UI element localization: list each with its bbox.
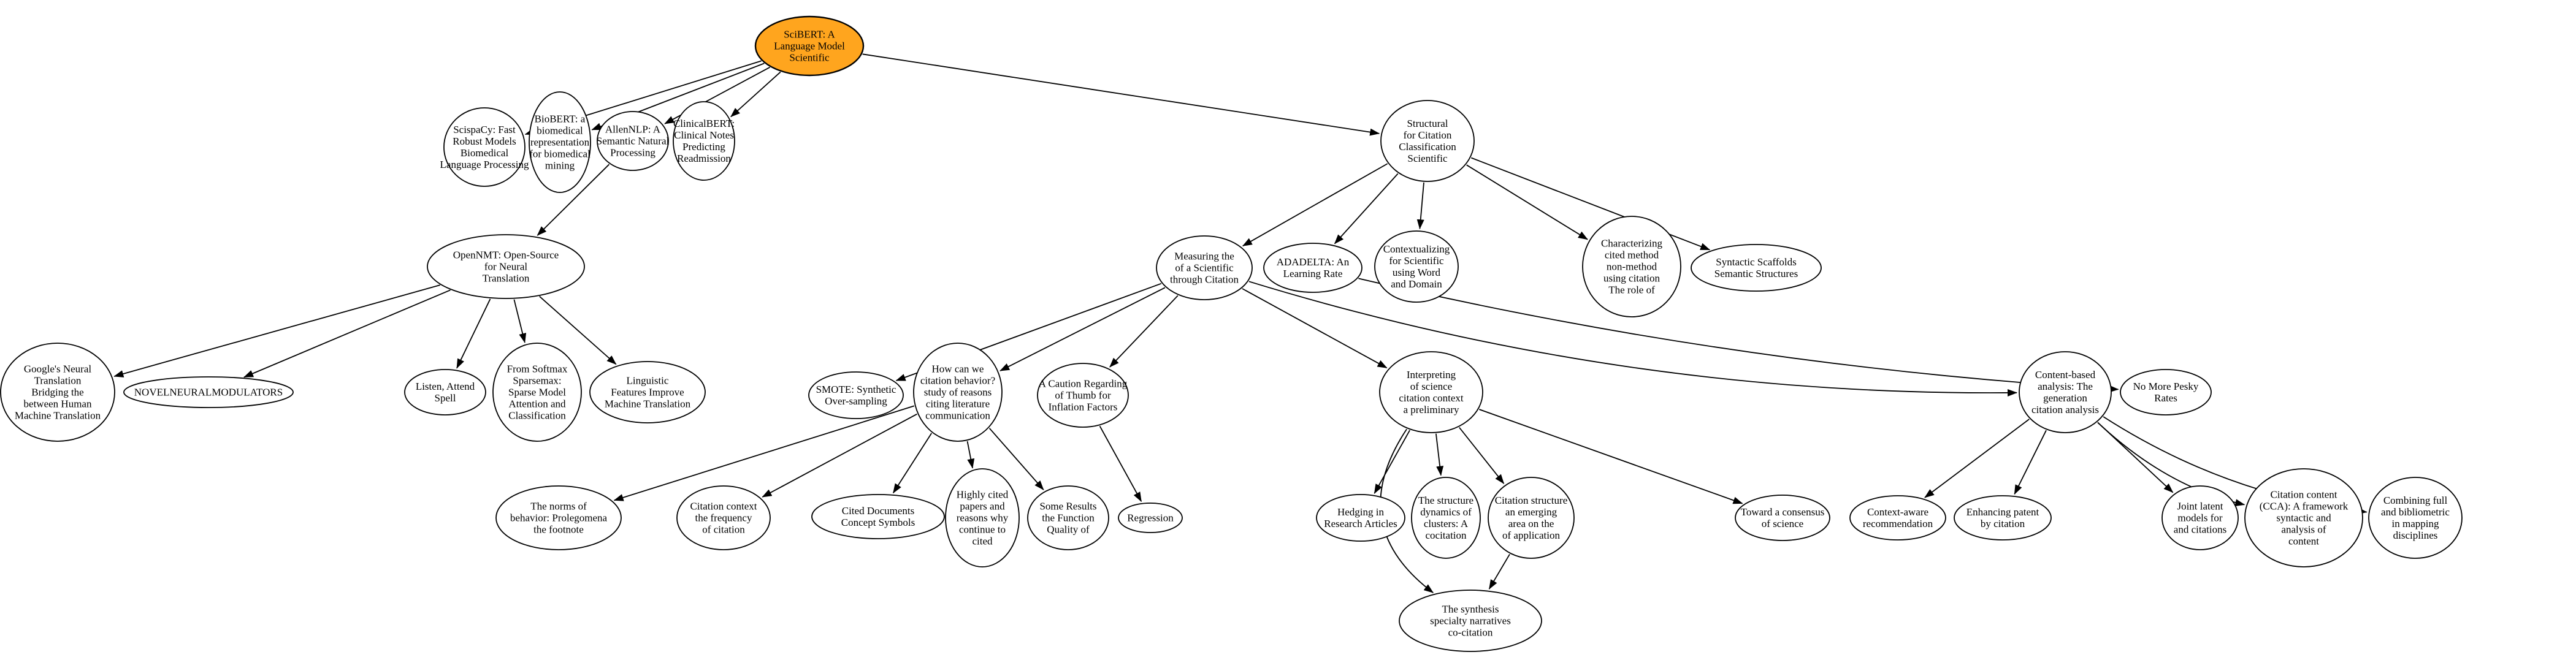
edge-structural-measuring [1243, 164, 1388, 246]
edge-scibert-clinicalbert [731, 72, 781, 116]
edge-structural-syntactic [1471, 158, 1710, 250]
node-enhancing [1954, 496, 2051, 540]
node-googles [1, 343, 115, 441]
node-label-structuredyn: The structure dynamics of clusters: A cocitation [1418, 495, 1474, 542]
node-scispacy [440, 108, 529, 186]
node-combining [2369, 477, 2462, 558]
node-adadelta [1264, 243, 1362, 292]
node-label-toward: Toward a consensus of science [1740, 506, 1825, 530]
node-label-biobert: BioBERT: a biomedical representation for biomedical mining [529, 113, 590, 172]
node-structuredyn [1412, 477, 1480, 558]
node-norms [496, 486, 621, 550]
node-citeddocs [812, 495, 944, 539]
node-label-jointlatent: Joint latent models for and citations [2173, 500, 2227, 536]
node-label-nomorepesky: No More Pesky Rates [2133, 381, 2199, 404]
node-label-linguistic: Linguistic Features Improve Machine Translation [604, 374, 691, 410]
node-smote [809, 372, 903, 419]
node-label-citationfreq: Citation context the frequency of citation [690, 500, 757, 536]
node-label-scispacy: ScispaCy: Fast Robust Models Biomedical Language Processing [440, 124, 529, 171]
node-hedging [1317, 495, 1405, 541]
node-label-clinicalbert: ClinicalBERT: Clinical Notes Predicting Readmission [673, 118, 735, 165]
node-label-combining: Combining full and bibliometric in mapping disciplines [2381, 495, 2450, 542]
node-measuring [1156, 236, 1252, 300]
node-toward [1735, 495, 1830, 541]
node-someresults [1028, 486, 1109, 550]
node-label-characterizing: Characterizing cited method non-method using citation The role of [1600, 237, 1663, 296]
node-label-norms: The norms of behavior: Prolegomena the footnote [510, 500, 608, 536]
node-structural [1381, 101, 1474, 181]
node-label-smote: SMOTE: Synthetic Over-sampling [816, 384, 896, 408]
node-label-someresults: Some Results the Function Quality of [1039, 500, 1097, 536]
edge-contentbased-contextaware [1925, 419, 2029, 498]
node-label-syntactic: Syntactic Scaffolds Semantic Structures [1714, 256, 1798, 280]
node-jointlatent [2162, 486, 2238, 550]
node-label-scibert: SciBERT: A Language Model Scientific [774, 28, 845, 64]
node-citationstructure [1488, 477, 1574, 558]
node-synthesis [1399, 590, 1542, 651]
edge-contentbased-enhancing [2014, 430, 2046, 494]
node-regression [1118, 503, 1182, 533]
node-scibert [755, 17, 863, 75]
edge-opennmt-listen [457, 299, 491, 368]
node-label-highly: Highly cited papers and reasons why continue to cited [956, 488, 1009, 547]
node-allennlp [597, 112, 670, 170]
node-label-hedging: Hedging in Research Articles [1324, 506, 1397, 530]
edge-interpreting-structuredyn [1436, 434, 1441, 476]
node-label-measuring: Measuring the of a Scientific through Citation [1170, 250, 1239, 286]
edge-howcanwe-highly [968, 441, 973, 468]
node-label-contextaware: Context-aware recommendation [1862, 506, 1933, 530]
node-softmax [493, 343, 581, 441]
edge-structural-contextualizing [1420, 183, 1424, 229]
edge-structural-characterizing [1467, 165, 1588, 240]
node-characterizing [1583, 216, 1681, 317]
node-label-opennmt: OpenNMT: Open-Source for Neural Translation [453, 249, 559, 284]
node-label-contentbased: Content-based analysis: The generation citation analysis [2031, 369, 2100, 416]
node-label-caution: A Caution Regarding of Thumb for Inflation Factors [1038, 377, 1128, 413]
node-label-enhancing: Enhancing patent by citation [1966, 506, 2039, 530]
node-label-novel: NOVELNEURALMODULATORS [134, 386, 283, 398]
node-label-citationstructure: Citation structure an emerging area on the of application [1494, 495, 1568, 542]
node-biobert [529, 92, 590, 192]
node-clinicalbert [673, 102, 735, 180]
node-listen [405, 370, 486, 415]
node-linguistic [590, 362, 705, 423]
node-label-citeddocs: Cited Documents Concept Symbols [841, 505, 915, 529]
node-caution [1038, 363, 1128, 427]
node-label-interpreting: Interpreting of science citation context a preliminary [1399, 369, 1464, 416]
edge-opennmt-novel [244, 290, 451, 377]
node-label-regression: Regression [1127, 512, 1174, 524]
node-howcanwe [914, 343, 1002, 441]
edge-caution-regression [1100, 426, 1142, 501]
node-layer [1, 17, 2462, 651]
edge-interpreting-hedging [1374, 430, 1410, 493]
edge-howcanwe-citeddocs [893, 433, 932, 493]
node-label-contextualizing: Contextualizing for Scientific using Word and Domain [1383, 243, 1450, 290]
node-label-listen: Listen, Attend Spell [415, 381, 475, 404]
node-label-howcanwe: How can we citation behavior? study of reasons citing literature communication [920, 363, 996, 422]
node-contextualizing [1375, 231, 1458, 302]
node-label-allennlp: AllenNLP: A Semantic Natural Processing [596, 123, 670, 159]
edge-scibert-structural [863, 54, 1380, 134]
node-contentbased [2019, 352, 2111, 433]
edge-measuring-howcanwe [1000, 287, 1165, 371]
node-contextaware [1850, 496, 1946, 540]
node-opennmt [427, 235, 584, 298]
edge-interpreting-citationstructure [1459, 428, 1504, 484]
node-label-structural: Structural for Citation Classification Scientific [1399, 118, 1456, 165]
node-citationfreq [677, 486, 770, 550]
edge-measuring-caution [1110, 295, 1178, 367]
node-cca [2245, 469, 2363, 567]
node-highly [946, 469, 1019, 567]
edge-opennmt-softmax [514, 300, 525, 343]
edge-structural-adadelta [1335, 173, 1398, 243]
edge-howcanwe-citationfreq [762, 414, 917, 497]
node-label-softmax: From Softmax Sparsemax: Sparse Model Attention and Classification [506, 363, 568, 422]
node-label-googles: Google's Neural Translation Bridging the between Human Machine Translation [14, 363, 101, 422]
node-label-adadelta: ADADELTA: An Learning Rate [1276, 256, 1350, 280]
node-label-cca: Citation content (CCA): A framework syntactic and analysis of content [2259, 488, 2349, 547]
node-syntactic [1691, 245, 1821, 291]
node-label-synthesis: The synthesis specialty narratives co-citation [1430, 603, 1511, 639]
node-interpreting [1380, 352, 1483, 433]
node-novel [124, 377, 293, 408]
edge-citationstructure-synthesis [1489, 554, 1510, 589]
node-nomorepesky [2120, 370, 2211, 415]
